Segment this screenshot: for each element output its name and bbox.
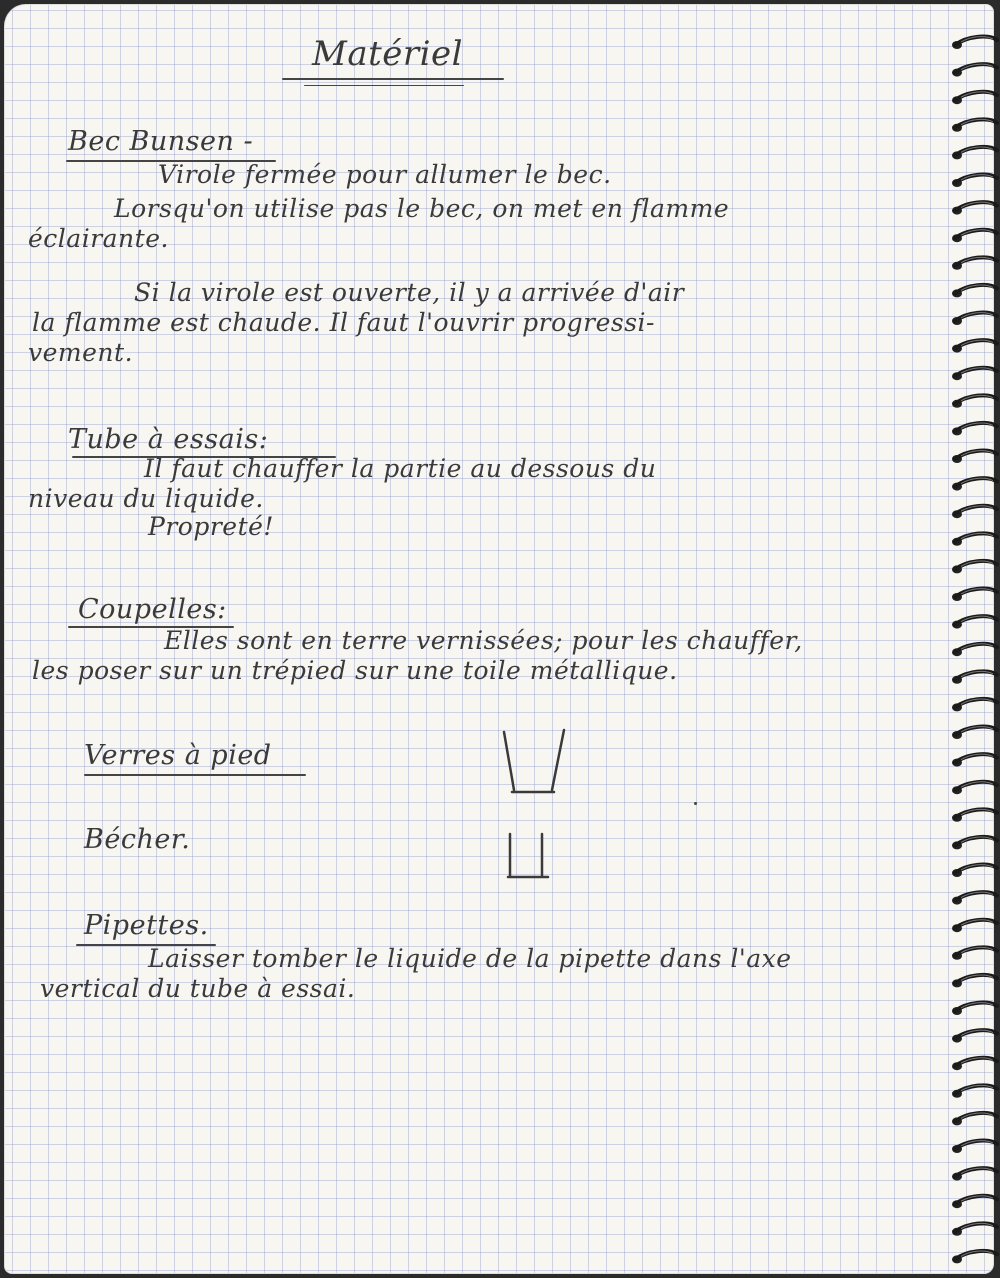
bec-bunsen-heading: Bec Bunsen - [68, 126, 254, 157]
bec-line-6: vement. [28, 338, 134, 367]
coupelles-heading: Coupelles: [78, 594, 227, 625]
becher-heading: Bécher. [84, 824, 191, 855]
bec-line-5: la flamme est chaude. Il faut l'ouvrir progressi- [32, 308, 655, 337]
notebook-page [4, 4, 994, 1274]
tube-heading: Tube à essais: [68, 424, 269, 455]
page-title: Matériel [312, 34, 463, 74]
pipettes-line-1: Laisser tomber le liquide de la pipette dans l'axe [148, 944, 792, 973]
bec-line-3: éclairante. [28, 224, 169, 253]
pipettes-line-2: vertical du tube à essai. [40, 974, 356, 1003]
pipettes-heading: Pipettes. [84, 910, 209, 941]
coupelles-line-1: Elles sont en terre vernissées; pour les chauffer, [164, 626, 803, 655]
bec-line-2: Lorsqu'on utilise pas le bec, on met en flamme [114, 194, 730, 223]
verres-underline [84, 774, 306, 776]
title-underline-2 [304, 85, 464, 86]
bec-line-1: Virole fermée pour allumer le bec. [158, 160, 612, 189]
spiral-binding [945, 0, 1000, 1278]
verres-heading: Verres à pied [84, 740, 272, 771]
tube-line-2: niveau du liquide. [28, 484, 264, 513]
wine-glass-sketch [498, 726, 570, 800]
ink-dot [694, 802, 697, 805]
coupelles-line-2: les poser sur un trépied sur une toile métallique. [32, 656, 678, 685]
tube-line-3: Propreté! [148, 512, 274, 541]
beaker-sketch [504, 830, 554, 882]
bec-line-4: Si la virole est ouverte, il y a arrivée d'air [134, 278, 685, 307]
title-underline [282, 78, 504, 80]
tube-line-1: Il faut chauffer la partie au dessous du [144, 454, 657, 483]
